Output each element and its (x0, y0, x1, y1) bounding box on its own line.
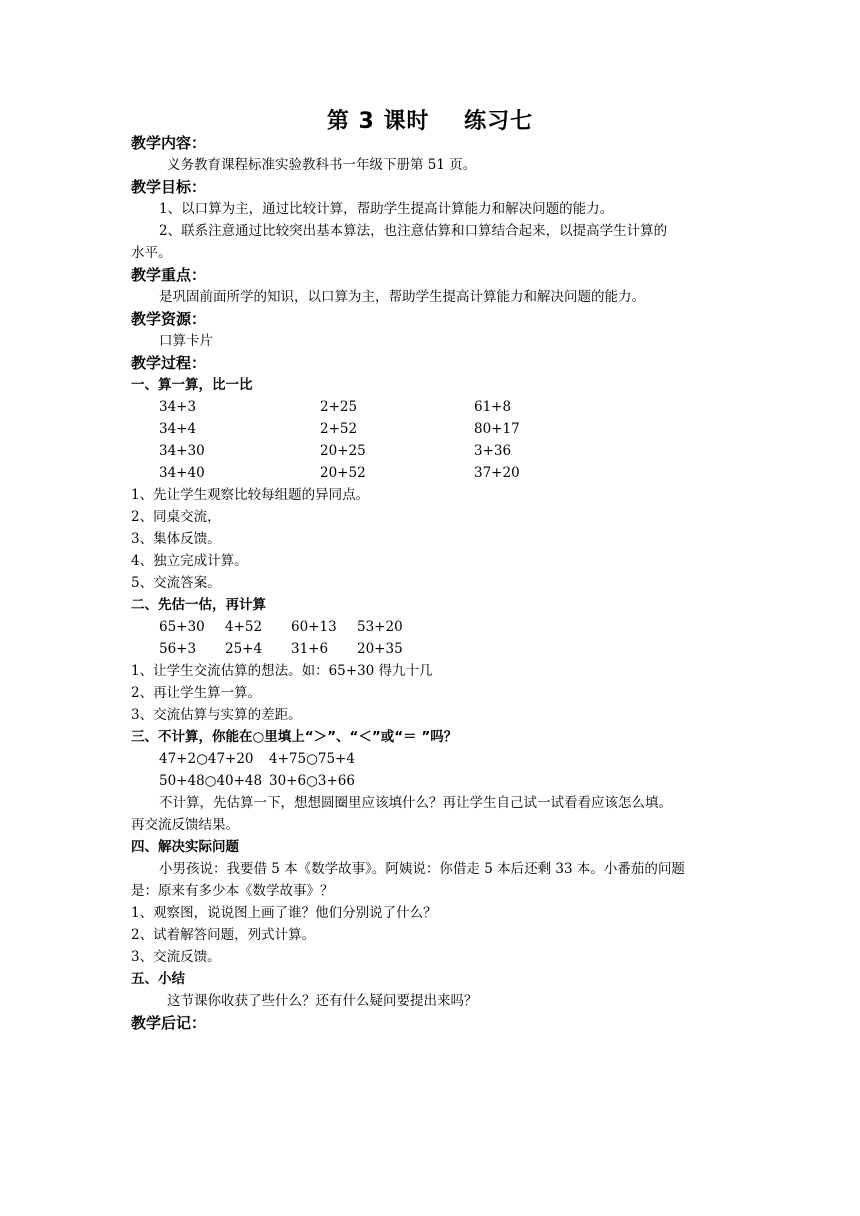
expression: 34+30 (159, 443, 205, 459)
goal-1: 1、以口算为主，通过比较计算，帮助学生提高计算能力和解决问题的能力。 (159, 201, 614, 217)
expression: 60+13 (291, 619, 337, 635)
part2-heading: 二、先估一估，再计算 (131, 597, 266, 613)
expression: 61+8 (474, 399, 512, 415)
part1-step: 4、独立完成计算。 (131, 553, 248, 569)
part1-row (131, 462, 731, 484)
lesson-plan-body (131, 132, 731, 1034)
part1-step: 3、集体反馈。 (131, 531, 221, 547)
comparison: 50+48○40+48 (159, 773, 263, 789)
goal-2-line-1: 2、联系注意通过比较突出基本算法，也注意估算和口算结合起来，以提高学生计算的 (159, 223, 668, 239)
part2-row (131, 616, 731, 638)
resources-label: 教学资源： (131, 310, 207, 328)
part2-row (131, 638, 731, 660)
expression: 2+52 (320, 421, 358, 437)
part4-step: 3、交流反馈。 (131, 949, 221, 965)
expression: 80+17 (474, 421, 520, 437)
part4-heading: 四、解决实际问题 (131, 839, 239, 855)
part5-heading: 五、小结 (131, 971, 185, 987)
expression: 2+25 (320, 399, 358, 415)
expression: 65+30 (159, 619, 205, 635)
comparison: 47+2○47+20 (159, 751, 254, 767)
process-label: 教学过程： (131, 354, 207, 372)
part1-row (131, 418, 731, 440)
expression: 3+36 (474, 443, 512, 459)
comparison: 4+75○75+4 (269, 751, 355, 767)
goal-2-line-2: 水平。 (131, 245, 172, 261)
expression: 34+3 (159, 399, 197, 415)
part4-step: 2、试着解答问题，列式计算。 (131, 927, 316, 943)
expression: 34+4 (159, 421, 197, 437)
part3-text-line-2: 再交流反馈结果。 (131, 817, 239, 833)
part1-step: 2、同桌交流， (131, 509, 221, 525)
resources-text: 口算卡片 (159, 333, 213, 349)
part1-row (131, 396, 731, 418)
part3-text-line-1: 不计算，先估算一下，想想圆圈里应该填什么？再让学生自己试一试看看应该怎么填。 (159, 795, 672, 811)
expression: 37+20 (474, 465, 520, 481)
part2-step: 2、再让学生算一算。 (131, 685, 262, 701)
expression: 20+52 (320, 465, 366, 481)
part4-text-line-2: 是：原来有多少本《数学故事》？ (131, 883, 334, 899)
content-text: 义务教育课程标准实验教科书一年级下册第 51 页。 (167, 157, 477, 173)
part1-step: 5、交流答案。 (131, 575, 221, 591)
goals-label: 教学目标： (131, 178, 207, 196)
part1-heading: 一、算一算，比一比 (131, 377, 253, 393)
part2-step: 3、交流估算与实算的差距。 (131, 707, 302, 723)
expression: 34+40 (159, 465, 205, 481)
expression: 25+4 (225, 641, 263, 657)
part4-text-line-1: 小男孩说：我要借 5 本《数学故事》。阿姨说：你借走 5 本后还剩 33 本。小番茄的问题 (159, 861, 685, 877)
part3-row (131, 748, 731, 770)
expression: 56+3 (159, 641, 197, 657)
content-label: 教学内容： (131, 134, 207, 152)
expression: 20+35 (357, 641, 403, 657)
part5-text: 这节课你收获了些什么？还有什么疑问要提出来吗？ (167, 993, 478, 1009)
expression: 53+20 (357, 619, 403, 635)
part4-step: 1、观察图，说说图上画了谁？他们分别说了什么？ (131, 905, 437, 921)
afterword-label: 教学后记： (131, 1014, 207, 1032)
part1-row (131, 440, 731, 462)
expression: 4+52 (225, 619, 263, 635)
page-title: 第 3 课时 练习七 (326, 109, 534, 134)
part3-row (131, 770, 731, 792)
focus-text: 是巩固前面所学的知识，以口算为主，帮助学生提高计算能力和解决问题的能力。 (159, 289, 645, 305)
comparison: 30+6○3+66 (269, 773, 355, 789)
part1-step: 1、先让学生观察比较每组题的异同点。 (131, 487, 370, 503)
expression: 31+6 (291, 641, 329, 657)
expression: 20+25 (320, 443, 366, 459)
focus-label: 教学重点： (131, 266, 207, 284)
part2-step: 1、让学生交流估算的想法。如：65+30 得九十几 (131, 663, 433, 679)
part3-heading: 三、不计算，你能在○里填上“＞”、“＜”或“＝ ”吗？ (131, 729, 458, 745)
